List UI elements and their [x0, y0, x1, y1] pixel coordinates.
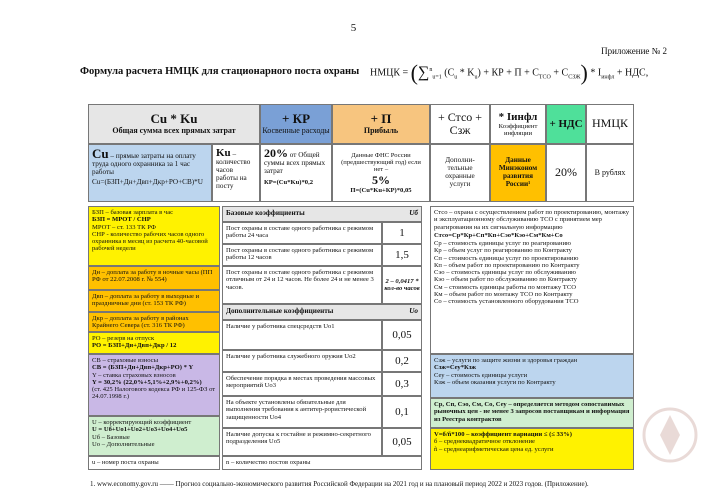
add-coef-5-value: 0,05: [382, 428, 422, 456]
header-cu-ku: Cu * Ku Общая сумма всех прямых затрат: [88, 104, 260, 144]
base-coef-3: Пост охраны в составе одного работника с режимом отличным от 24 и 12 часов. Не более 24 и не менее 3 часов.: [222, 266, 382, 304]
base-coef-2: Пост охраны в составе одного работника с режимом работы 12 часов: [222, 244, 382, 266]
footnote: 1. www.economy.gov.ru —— Прогноз социально-экономического развития Российской Федерации на 2021 год и на плановый период 2022 и 2023 годов. (Приложение).: [90, 480, 589, 488]
sum-symbol: ∑: [417, 64, 430, 81]
base-coef-2-value: 1,5: [382, 244, 422, 266]
dn-block: Дн – доплата за работу в ночные часы (ПП РФ от 22.07.2008 г. № 554): [88, 266, 220, 290]
base-coef-1: Пост охраны в составе одного работника с режимом работы 24 часа: [222, 222, 382, 244]
add-coef-4-value: 0,1: [382, 396, 422, 428]
watermark-emblem-icon: [640, 405, 700, 465]
add-coef-4: На объекте установлены обязательные для выполнения требования к антитер-рористической защищенности Uо4: [222, 396, 382, 428]
nmck-formula: НМЦК = (∑$^n_{u=1}$ $(C_u * K_u)$ + КР + $П + C_{ТСО} + C_{СЗЖ}) * I_{инфл}$ + НДС,: [370, 60, 649, 85]
bzp-block: БЗП – базовая зарплата в час БЗП = МРОТ / СНР МРОТ – ст. 133 ТК РФ СНР - количество рабочих часов одного охранника в месяц из расчета 40-часовой рабочей недели: [88, 206, 220, 266]
base-coef-1-value: 1: [382, 222, 422, 244]
variation-block: V=б/ñ*100 – коэффициент вариации ≤ (≤ 33%) б – среднеквадратичное отклонение ñ – среднеарифметическая цена ед. услуги: [430, 428, 634, 470]
cu-description: Cu – прямые затраты на оплату труда одного охранника за 1 час работы Cu=(БЗП+Дн+Двп+Дкр+РО+СВ)*U: [88, 144, 212, 202]
base-coef-header: Базовые коэффициенты Uб: [222, 206, 422, 222]
header-nmck: НМЦК: [586, 104, 634, 144]
page-title: Формула расчета НМЦК для стационарного поста охраны: [80, 66, 360, 77]
add-coef-1-value: 0,05: [382, 320, 422, 350]
u-block: U – корректирующий коэффициент U = Uб+Uо1+Uо2+Uо3+Uо4+Uо5 Uб – Базовые Uо – Дополнительные: [88, 416, 220, 456]
infl-description: Данные Минэконом развития России¹: [490, 144, 546, 202]
add-coef-5: Наличие допуска к гостайне и режимно-секретного подразделения Uо5: [222, 428, 382, 456]
appendix-label: Приложение № 2: [601, 46, 667, 56]
add-coef-3: Обеспечение порядка в местах проведения массовых мероприятий Uо3: [222, 372, 382, 396]
add-coef-2: Наличие у работника служебного оружия Uо2: [222, 350, 382, 372]
header-p: + П Прибыль: [332, 104, 430, 144]
tso-block: Стсо – охрана с осуществлением работ по проектированию, монтажу и эксплуатационному обслуживанию ТСО с принятием мер реагирования на их сигнальную информацию Стсо=Ср*Кр+Сп*Кп+Сэо*Кэо+См*Км+Со Ср – стоимость единицы услуг по реагированию Кр – объем услуг по реагированию по Контракту Сп – стоимость единицы услуг по проектированию Кп – объем работ по проектированию по Контракту Сэо – стоимость единицы услуг по обслуживанию Кэо – объем работ по обслуживанию по Контракту См – стоимость единицы работы по монтажу ТСО Км – объем работ по монтажу ТСО по Контракту Со – стоимость установленного оборудования ТСО: [430, 206, 634, 354]
header-infl: * Iинфл Коэффициент инфляции: [490, 104, 546, 144]
p-description: Данные ФНС России (предшествующий год) если нет – 5% П=(Cu*Ku+КР)*0,05: [332, 144, 430, 202]
add-coef-3-value: 0,3: [382, 372, 422, 396]
base-coef-3-value: 2 – 0,0417 * кол-во часов: [382, 266, 422, 304]
page-number: 5: [350, 22, 357, 34]
kr-description: 20% от Общей суммы всех прямых затрат КР=(Cu*Ku)*0,2: [260, 144, 332, 202]
add-coef-2-value: 0,2: [382, 350, 422, 372]
add-coef-header: Дополнительные коэффициенты Uо: [222, 304, 422, 320]
nds-rate: 20%: [546, 144, 586, 202]
dvp-block: Двп – доплата за работу в выходные и праздничные дни (ст. 153 ТК РФ): [88, 290, 220, 312]
header-tso: + Стсо + Сзж: [430, 104, 490, 144]
sv-block: СВ – страховые взносы СВ = (БЗП+Дн+Двп+Дкр+РО) * Y Y – ставка страховых взносов Y = 30,2% (22,0%+5,1%+2,9%+0,2%) (ст. 425 Налогового кодекса РФ и 125-ФЗ от 24.07.1998 г.): [88, 354, 220, 416]
posts-count: n – количество постов охраны: [222, 456, 422, 470]
szh-block: Сзж – услуги по защите жизни и здоровья граждан Сзж=Сеу*Кзж Сеу – стоимость единицы услуги Кзж – объем оказания услуги по Контракту: [430, 354, 634, 398]
ro-block: РО – резерв на отпуск РО = БЗП+Дн+Двп+Дкр / 12: [88, 332, 220, 354]
add-coef-1: Наличие у работника спецсредств Uо1: [222, 320, 382, 350]
nmck-units: В рублях: [586, 144, 634, 202]
tso-description: Дополни-тельные охранные услуги: [430, 144, 490, 202]
ku-description: Ku – количество часов работы на посту: [212, 144, 260, 202]
post-number: u – номер поста охраны: [88, 456, 220, 470]
header-nds: + НДС: [546, 104, 586, 144]
methods-block: Ср, Сп, Сэо, См, Со, Сеу – определяется методом сопоставимых рыночных цен - не менее 3 запросов поставщикам и информация из Реестра контрактов: [430, 398, 634, 428]
dkr-block: Дкр – доплата за работу в районах Крайнего Севера (ст. 316 ТК РФ): [88, 312, 220, 332]
header-kr: + КР Косвенные расходы: [260, 104, 332, 144]
